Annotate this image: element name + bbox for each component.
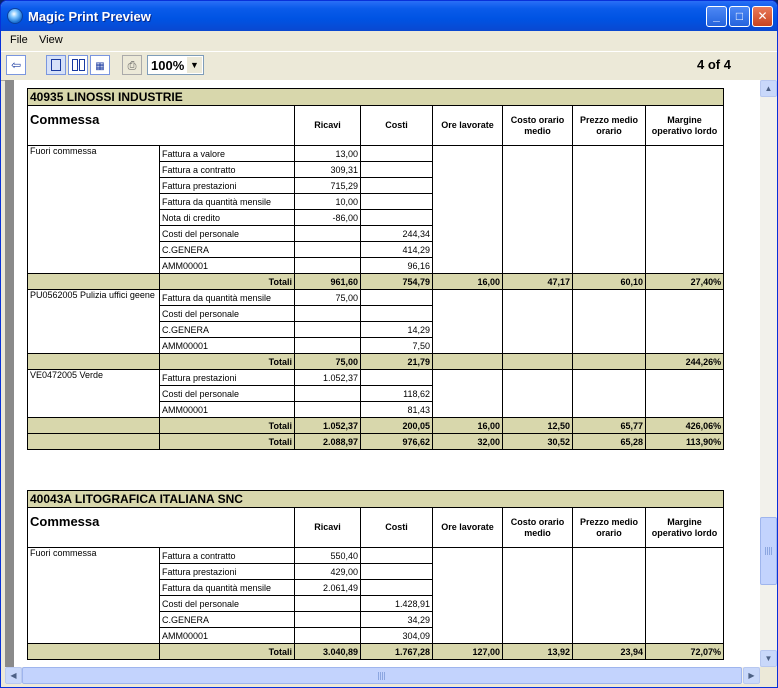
- row-costi: 96,16: [361, 258, 433, 274]
- row-ricavi: 429,00: [295, 564, 361, 580]
- row-ore: [433, 146, 503, 162]
- totals-costi: 1.767,28: [361, 644, 433, 660]
- row-costo-orario: [503, 178, 573, 194]
- row-costo-orario: [503, 628, 573, 644]
- row-costo-orario: [503, 596, 573, 612]
- single-page-icon: [51, 59, 61, 71]
- row-costi: 118,62: [361, 386, 433, 402]
- row-description: Costi del personale: [160, 596, 295, 612]
- row-ricavi: 309,31: [295, 162, 361, 178]
- row-description: Fattura a contratto: [160, 548, 295, 564]
- row-ricavi: 1.052,37: [295, 370, 361, 386]
- totals-ricavi: 961,60: [295, 274, 361, 290]
- two-pages-icon: [72, 59, 78, 71]
- row-prezzo-medio: [573, 386, 646, 402]
- zoom-value: 100%: [151, 58, 185, 73]
- grip-icon: [378, 672, 386, 680]
- totals-row: [28, 418, 724, 434]
- row-description: AMM00001: [160, 258, 295, 274]
- row-ore: [433, 386, 503, 402]
- printer-icon: ⎙: [127, 60, 137, 72]
- row-costi: 244,34: [361, 226, 433, 242]
- totals-label: Totali: [160, 274, 295, 290]
- row-margine: [646, 146, 724, 162]
- minimize-button[interactable]: _: [706, 6, 727, 27]
- row-prezzo-medio: [573, 194, 646, 210]
- totals-row: [28, 644, 724, 660]
- totals-ore: [433, 354, 503, 370]
- row-prezzo-medio: [573, 162, 646, 178]
- two-pages-button[interactable]: [68, 55, 88, 75]
- row-ore: [433, 580, 503, 596]
- row-margine: [646, 370, 724, 386]
- row-ore: [433, 194, 503, 210]
- row-description: C.GENERA: [160, 612, 295, 628]
- row-costo-orario: [503, 290, 573, 306]
- row-description: Fattura a valore: [160, 146, 295, 162]
- header-ore: Ore lavorate: [433, 508, 503, 548]
- row-prezzo-medio: [573, 402, 646, 418]
- row-costo-orario: [503, 564, 573, 580]
- menu-file[interactable]: File: [10, 34, 28, 46]
- row-ore: [433, 612, 503, 628]
- header-prezzo-medio: Prezzo medio orario: [573, 508, 646, 548]
- totals-costo-orario: [503, 354, 573, 370]
- totals-ore: 127,00: [433, 644, 503, 660]
- grand-totals-spacer: [28, 434, 160, 450]
- row-description: C.GENERA: [160, 242, 295, 258]
- row-ore: [433, 402, 503, 418]
- row-description: Fattura da quantità mensile: [160, 194, 295, 210]
- header-costo-orario: Costo orario medio: [503, 106, 573, 146]
- row-ore: [433, 564, 503, 580]
- totals-costi: 754,79: [361, 274, 433, 290]
- totals-costi: 21,79: [361, 354, 433, 370]
- row-description: AMM00001: [160, 628, 295, 644]
- row-description: Fattura prestazioni: [160, 370, 295, 386]
- totals-margine: 27,40%: [646, 274, 724, 290]
- header-commessa: Commessa: [28, 106, 295, 146]
- totals-spacer: [28, 418, 160, 434]
- row-margine: [646, 386, 724, 402]
- row-costo-orario: [503, 612, 573, 628]
- toolbar: [1, 51, 777, 81]
- totals-costo-orario: 47,17: [503, 274, 573, 290]
- row-prezzo-medio: [573, 580, 646, 596]
- row-ore: [433, 370, 503, 386]
- row-costo-orario: [503, 194, 573, 210]
- row-ricavi: 75,00: [295, 290, 361, 306]
- row-margine: [646, 338, 724, 354]
- row-costi: [361, 580, 433, 596]
- totals-spacer: [28, 644, 160, 660]
- row-ricavi: [295, 612, 361, 628]
- row-ore: [433, 306, 503, 322]
- row-prezzo-medio: [573, 146, 646, 162]
- app-icon: [7, 8, 23, 24]
- row-ricavi: 10,00: [295, 194, 361, 210]
- row-ore: [433, 258, 503, 274]
- table-row: [28, 290, 724, 306]
- row-margine: [646, 612, 724, 628]
- company-row: [28, 89, 724, 106]
- row-margine: [646, 306, 724, 322]
- row-costo-orario: [503, 306, 573, 322]
- grand-totals-prezzo-medio: 65,28: [573, 434, 646, 450]
- menu-bar: [1, 31, 777, 50]
- header-margine: Margine operativo lordo: [646, 508, 724, 548]
- row-costi: [361, 194, 433, 210]
- scroll-left-button[interactable]: ◀: [5, 667, 22, 684]
- row-ricavi: [295, 242, 361, 258]
- row-costi: 7,50: [361, 338, 433, 354]
- row-ore: [433, 226, 503, 242]
- row-ricavi: 13,00: [295, 146, 361, 162]
- multi-pages-button[interactable]: [90, 55, 110, 75]
- header-costo-orario: Costo orario medio: [503, 508, 573, 548]
- totals-costi: 200,05: [361, 418, 433, 434]
- row-ricavi: [295, 596, 361, 612]
- chevron-down-icon[interactable]: ▼: [187, 57, 202, 73]
- row-margine: [646, 628, 724, 644]
- totals-prezzo-medio: 60,10: [573, 274, 646, 290]
- row-margine: [646, 194, 724, 210]
- row-costi: 14,29: [361, 322, 433, 338]
- row-prezzo-medio: [573, 210, 646, 226]
- page-gutter: [5, 80, 14, 667]
- row-prezzo-medio: [573, 226, 646, 242]
- page-indicator: 4 of 4: [697, 57, 731, 72]
- row-ricavi: 715,29: [295, 178, 361, 194]
- horizontal-scroll-thumb[interactable]: [22, 667, 742, 684]
- row-ricavi: [295, 226, 361, 242]
- grip-icon: [765, 547, 773, 555]
- row-costi: [361, 290, 433, 306]
- row-prezzo-medio: [573, 322, 646, 338]
- header-margine: Margine operativo lordo: [646, 106, 724, 146]
- row-costo-orario: [503, 386, 573, 402]
- header-costi: Costi: [361, 508, 433, 548]
- zoom-select[interactable]: [147, 55, 204, 75]
- company-name: 40043A LITOGRAFICA ITALIANA SNC: [28, 491, 724, 508]
- row-margine: [646, 178, 724, 194]
- row-costi: 34,29: [361, 612, 433, 628]
- row-ore: [433, 178, 503, 194]
- row-costi: 304,09: [361, 628, 433, 644]
- row-costi: [361, 146, 433, 162]
- row-description: Costi del personale: [160, 306, 295, 322]
- row-description: Costi del personale: [160, 226, 295, 242]
- row-costo-orario: [503, 146, 573, 162]
- scroll-down-button[interactable]: ▼: [760, 650, 777, 667]
- row-costi: [361, 210, 433, 226]
- row-ricavi: -86,00: [295, 210, 361, 226]
- grand-totals-margine: 113,90%: [646, 434, 724, 450]
- row-description: C.GENERA: [160, 322, 295, 338]
- totals-costo-orario: 12,50: [503, 418, 573, 434]
- table-row: [28, 146, 724, 162]
- header-ricavi: Ricavi: [295, 508, 361, 548]
- totals-row: [28, 274, 724, 290]
- row-description: AMM00001: [160, 402, 295, 418]
- row-prezzo-medio: [573, 564, 646, 580]
- report-table-1: [27, 88, 724, 450]
- header-costi: Costi: [361, 106, 433, 146]
- header-ricavi: Ricavi: [295, 106, 361, 146]
- row-ore: [433, 322, 503, 338]
- row-description: Fattura prestazioni: [160, 564, 295, 580]
- table-row: [28, 370, 724, 386]
- row-ricavi: [295, 322, 361, 338]
- totals-prezzo-medio: 65,77: [573, 418, 646, 434]
- row-description: Costi del personale: [160, 386, 295, 402]
- row-margine: [646, 564, 724, 580]
- row-description: Fattura a contratto: [160, 162, 295, 178]
- row-costi: [361, 370, 433, 386]
- window-title: Magic Print Preview: [28, 9, 151, 24]
- row-costi: [361, 162, 433, 178]
- preview-area[interactable]: [5, 80, 760, 667]
- totals-margine: 72,07%: [646, 644, 724, 660]
- horizontal-scrollbar[interactable]: [5, 667, 760, 684]
- header-ore: Ore lavorate: [433, 106, 503, 146]
- row-ore: [433, 242, 503, 258]
- row-ore: [433, 628, 503, 644]
- totals-label: Totali: [160, 644, 295, 660]
- totals-ricavi: 3.040,89: [295, 644, 361, 660]
- row-costo-orario: [503, 548, 573, 564]
- row-ore: [433, 338, 503, 354]
- row-prezzo-medio: [573, 290, 646, 306]
- row-margine: [646, 242, 724, 258]
- report-table-2: [27, 490, 724, 660]
- row-costi: [361, 306, 433, 322]
- row-costo-orario: [503, 210, 573, 226]
- row-ricavi: [295, 258, 361, 274]
- table-row: [28, 548, 724, 564]
- row-ricavi: 550,40: [295, 548, 361, 564]
- row-prezzo-medio: [573, 628, 646, 644]
- row-costo-orario: [503, 322, 573, 338]
- totals-ricavi: 75,00: [295, 354, 361, 370]
- row-ricavi: 2.061,49: [295, 580, 361, 596]
- header-row: [28, 106, 724, 146]
- row-ricavi: [295, 402, 361, 418]
- row-prezzo-medio: [573, 306, 646, 322]
- row-ricavi: [295, 386, 361, 402]
- totals-spacer: [28, 354, 160, 370]
- row-margine: [646, 290, 724, 306]
- company-row: [28, 491, 724, 508]
- row-description: Fattura da quantità mensile: [160, 290, 295, 306]
- row-costi: [361, 178, 433, 194]
- row-ricavi: [295, 306, 361, 322]
- totals-label: Totali: [160, 354, 295, 370]
- header-commessa: Commessa: [28, 508, 295, 548]
- row-costi: 414,29: [361, 242, 433, 258]
- row-costo-orario: [503, 258, 573, 274]
- row-margine: [646, 226, 724, 242]
- totals-margine: 244,26%: [646, 354, 724, 370]
- row-margine: [646, 596, 724, 612]
- row-prezzo-medio: [573, 596, 646, 612]
- row-prezzo-medio: [573, 370, 646, 386]
- row-margine: [646, 162, 724, 178]
- grand-totals-ricavi: 2.088,97: [295, 434, 361, 450]
- totals-costo-orario: 13,92: [503, 644, 573, 660]
- row-prezzo-medio: [573, 178, 646, 194]
- totals-ore: 16,00: [433, 418, 503, 434]
- row-margine: [646, 210, 724, 226]
- row-costo-orario: [503, 162, 573, 178]
- row-ore: [433, 162, 503, 178]
- row-prezzo-medio: [573, 242, 646, 258]
- row-costo-orario: [503, 338, 573, 354]
- row-costo-orario: [503, 580, 573, 596]
- row-ricavi: [295, 338, 361, 354]
- row-ore: [433, 210, 503, 226]
- row-costo-orario: [503, 226, 573, 242]
- row-ricavi: [295, 628, 361, 644]
- row-costi: [361, 564, 433, 580]
- two-pages-icon-right: [79, 59, 85, 71]
- multi-pages-icon: ▦: [95, 61, 105, 72]
- row-costo-orario: [503, 242, 573, 258]
- single-page-button[interactable]: [46, 55, 66, 75]
- row-costi: 81,43: [361, 402, 433, 418]
- row-margine: [646, 402, 724, 418]
- vertical-scroll-thumb[interactable]: [760, 517, 777, 585]
- row-costi: [361, 548, 433, 564]
- totals-label: Totali: [160, 418, 295, 434]
- company-name: 40935 LINOSSI INDUSTRIE: [28, 89, 724, 106]
- commessa-name: VE0472005 Verde: [28, 370, 160, 418]
- row-ore: [433, 290, 503, 306]
- totals-ore: 16,00: [433, 274, 503, 290]
- grand-totals-ore: 32,00: [433, 434, 503, 450]
- row-prezzo-medio: [573, 338, 646, 354]
- totals-row: [28, 354, 724, 370]
- totals-margine: 426,06%: [646, 418, 724, 434]
- scroll-up-button[interactable]: ▲: [760, 80, 777, 97]
- row-prezzo-medio: [573, 258, 646, 274]
- row-prezzo-medio: [573, 612, 646, 628]
- back-arrow-icon: ⇦: [10, 58, 22, 72]
- header-row: [28, 508, 724, 548]
- row-margine: [646, 322, 724, 338]
- row-description: Fattura prestazioni: [160, 178, 295, 194]
- header-prezzo-medio: Prezzo medio orario: [573, 106, 646, 146]
- row-description: Nota di credito: [160, 210, 295, 226]
- maximize-button[interactable]: □: [729, 6, 750, 27]
- totals-prezzo-medio: [573, 354, 646, 370]
- title-bar[interactable]: [1, 1, 777, 31]
- menu-view[interactable]: View: [39, 34, 63, 46]
- totals-spacer: [28, 274, 160, 290]
- grand-totals-label: Totali: [160, 434, 295, 450]
- grand-totals-costi: 976,62: [361, 434, 433, 450]
- vertical-scrollbar[interactable]: [760, 80, 777, 667]
- row-ore: [433, 596, 503, 612]
- commessa-name: Fuori commessa: [28, 548, 160, 644]
- back-button[interactable]: [6, 55, 26, 75]
- row-margine: [646, 580, 724, 596]
- grand-totals-costo-orario: 30,52: [503, 434, 573, 450]
- row-margine: [646, 258, 724, 274]
- row-costo-orario: [503, 370, 573, 386]
- grand-totals-row: [28, 434, 724, 450]
- row-costo-orario: [503, 402, 573, 418]
- row-costi: 1.428,91: [361, 596, 433, 612]
- scroll-right-button[interactable]: ▶: [743, 667, 760, 684]
- row-description: AMM00001: [160, 338, 295, 354]
- row-margine: [646, 548, 724, 564]
- totals-prezzo-medio: 23,94: [573, 644, 646, 660]
- row-ore: [433, 548, 503, 564]
- close-button[interactable]: ✕: [752, 6, 773, 27]
- print-button[interactable]: [122, 55, 142, 75]
- row-description: Fattura da quantità mensile: [160, 580, 295, 596]
- commessa-name: PU0562005 Pulizia uffici geene: [28, 290, 160, 354]
- commessa-name: Fuori commessa: [28, 146, 160, 274]
- row-prezzo-medio: [573, 548, 646, 564]
- totals-ricavi: 1.052,37: [295, 418, 361, 434]
